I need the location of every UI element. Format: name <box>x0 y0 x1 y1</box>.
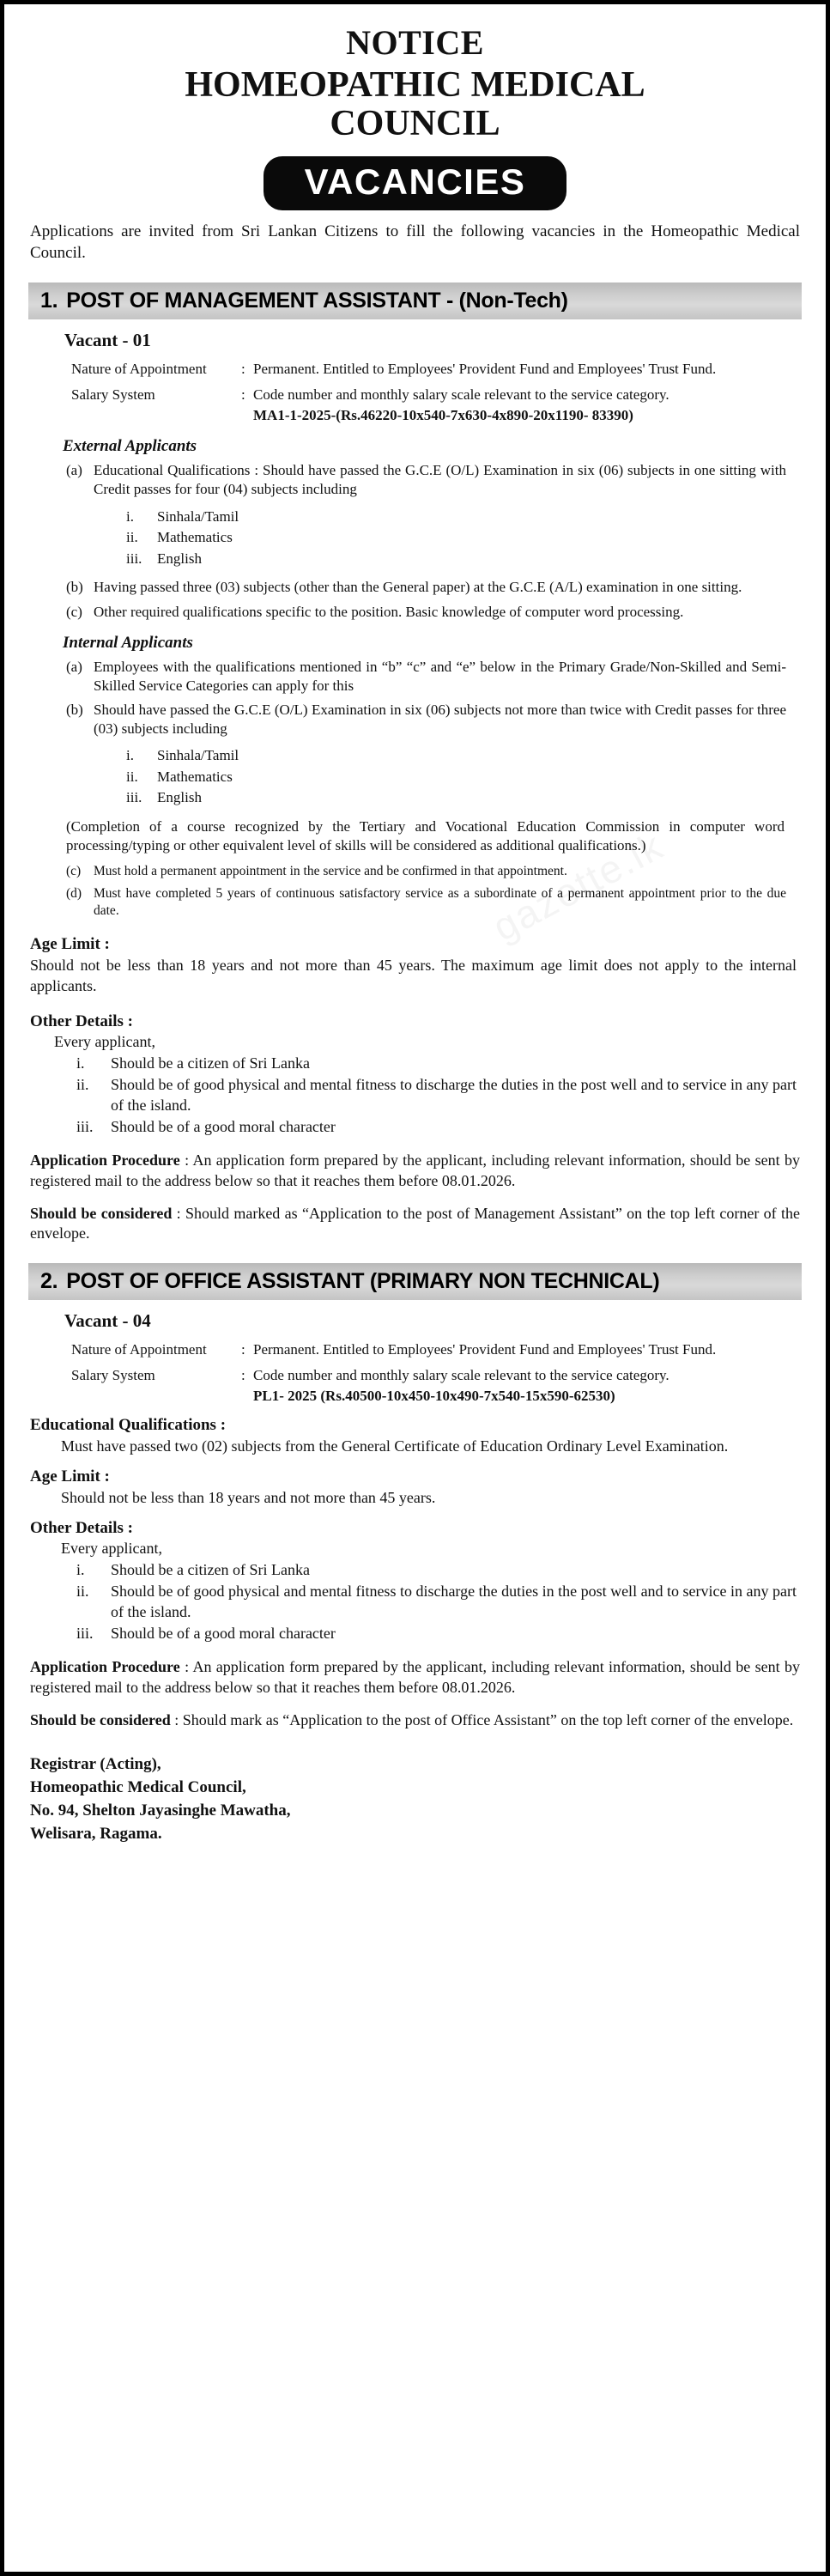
roman-marker: i. <box>76 1054 85 1072</box>
post-1-number: 1. <box>40 289 58 313</box>
procedure-text: : An application form prepared by the applicant, including relevant information, should be sent by registered mail to the address below so that it reaches them before 08.01.2026. <box>30 1658 800 1697</box>
post-1-every-applicant: Every applicant, <box>54 1032 155 1050</box>
colon-separator: : <box>241 1341 245 1358</box>
post-1-nature-label: Nature of Appointment <box>71 361 207 378</box>
roman-marker: ii. <box>76 1583 89 1601</box>
detail-text: Should be of good physical and mental fitness to discharge the duties in the post well and to service in any part of the island. <box>111 1075 797 1114</box>
roman-marker: ii. <box>126 768 138 785</box>
considered-text: : Should mark as “Application to the post of Office Assistant” on the top left corner of the envelope. <box>170 1710 794 1728</box>
post-2-number: 2. <box>40 1269 58 1294</box>
post-2-nature-label: Nature of Appointment <box>71 1341 207 1358</box>
post-2-salary-label: Salary System <box>71 1367 155 1384</box>
list-item <box>126 767 800 788</box>
post-1-salary-label: Salary System <box>71 386 155 404</box>
roman-marker: iii. <box>76 1625 94 1643</box>
list-marker: (a) <box>66 658 82 675</box>
post-2-should-be-considered <box>30 1710 800 1731</box>
subject-label: Mathematics <box>157 768 233 785</box>
post-2-application-procedure <box>30 1657 800 1698</box>
detail-text: Should be of good physical and mental fitness to discharge the duties in the post well and to service in any part of the island. <box>111 1583 797 1621</box>
post-1-external-a <box>30 461 800 499</box>
post-2-every-applicant: Every applicant, <box>61 1539 162 1557</box>
detail-text: Should be of a good moral character <box>111 1625 336 1643</box>
list-text: Employees with the qualifications mentioned in “b” “c” and “e” below in the Primary Grade/Non-Skilled and Semi-Skilled Service Categories can apply for this <box>94 658 786 694</box>
post-2-salary-row <box>30 1366 800 1406</box>
list-item <box>126 745 800 767</box>
post-2-edu-text: Must have passed two (02) subjects from the General Certificate of Education Ordinary Level Examination. <box>61 1437 729 1455</box>
list-text: Should have passed the G.C.E (O/L) Examination in six (06) subjects not more than twice with Credit passes for three (03) subjects including <box>94 701 786 737</box>
procedure-label: Application Procedure <box>30 1658 180 1676</box>
list-marker: (c) <box>66 863 82 878</box>
roman-marker: i. <box>76 1560 85 1578</box>
colon-separator: : <box>241 1367 245 1384</box>
post-2-body <box>28 1310 802 1730</box>
intro-paragraph: Applications are invited from Sri Lankan Citizens to fill the following vacancies in the Homeopathic Medical Council. <box>30 222 800 262</box>
post-1-title: POST OF MANAGEMENT ASSISTANT - (Non-Tech) <box>66 289 568 313</box>
list-item <box>76 1559 800 1580</box>
post-1-external-title: External Applicants <box>63 437 197 456</box>
list-text: Must hold a permanent appointment in the service and be confirmed in that appointment. <box>94 863 567 878</box>
roman-marker: i. <box>126 747 134 764</box>
roman-marker: i. <box>126 507 134 525</box>
post-2-other-details-heading: Other Details : <box>30 1518 133 1537</box>
considered-label: Should be considered <box>30 1710 171 1728</box>
post-2-salary-scale: PL1- 2025 (Rs.40500-10x450-10x490-7x540-15x590-62530) <box>253 1388 615 1405</box>
list-item <box>76 1074 800 1115</box>
list-marker: (c) <box>66 603 82 620</box>
post-1-age-limit-heading: Age Limit : <box>30 935 110 954</box>
post-1-internal-d <box>30 885 800 920</box>
roman-marker: iii. <box>126 550 142 567</box>
subject-label: Sinhala/Tamil <box>157 507 239 525</box>
post-2-edu-heading: Educational Qualifications : <box>30 1416 227 1435</box>
post-2-other-details-list <box>76 1559 800 1643</box>
signoff-city: Welisara, Ragama. <box>30 1824 162 1843</box>
list-item <box>76 1116 800 1137</box>
subject-label: Mathematics <box>157 529 233 546</box>
subject-label: Sinhala/Tamil <box>157 747 239 764</box>
list-item <box>76 1053 800 1073</box>
post-2-salary-value-wrap <box>253 1366 800 1406</box>
list-item <box>76 1581 800 1622</box>
post-1-nature-row <box>30 360 800 379</box>
post-1-vacant: Vacant - 01 <box>64 330 151 351</box>
post-2-vacant: Vacant - 04 <box>64 1310 151 1332</box>
roman-marker: ii. <box>76 1075 89 1093</box>
post-2-nature-row <box>30 1340 800 1359</box>
post-1-external-subjects <box>30 507 800 570</box>
post-2-salary-value: Code number and monthly salary scale relevant to the service category. <box>253 1367 669 1384</box>
detail-text: Should be a citizen of Sri Lanka <box>111 1560 310 1578</box>
post-1-internal-c <box>30 863 800 880</box>
vacancies-badge-wrap <box>28 156 802 210</box>
roman-marker: iii. <box>76 1118 94 1136</box>
subject-label: English <box>157 789 202 806</box>
subject-label: English <box>157 550 202 567</box>
post-1-salary-scale: MA1-1-2025-(Rs.46220-10x540-7x630-4x890-20x1190- 83390) <box>253 407 633 424</box>
list-item <box>126 787 800 809</box>
post-1-should-be-considered <box>30 1204 800 1245</box>
list-item <box>126 507 800 528</box>
post-1-application-procedure <box>30 1151 800 1192</box>
roman-marker: iii. <box>126 789 142 806</box>
post-1-other-details-list <box>76 1053 800 1137</box>
post-2-age-limit-heading: Age Limit : <box>30 1467 110 1486</box>
post-2-nature-value: Permanent. Entitled to Employees' Provident Fund and Employees' Trust Fund. <box>253 1341 717 1358</box>
list-item <box>126 527 800 549</box>
detail-text: Should be of a good moral character <box>111 1118 336 1136</box>
post-1-salary-value: Code number and monthly salary scale relevant to the service category. <box>253 386 669 404</box>
post-1-internal-b <box>30 701 800 738</box>
post-1-internal-note: (Completion of a course recognized by the Tertiary and Vocational Education Commission in computer word processing/typing or other equivalent level of skills will be considered as additional qualifications.) <box>66 817 785 854</box>
roman-marker: ii. <box>126 529 138 546</box>
list-marker: (d) <box>66 885 82 901</box>
masthead <box>28 25 802 210</box>
signoff-council: Homeopathic Medical Council, <box>30 1777 246 1796</box>
post-1-external-b <box>30 578 800 597</box>
considered-label: Should be considered <box>30 1204 173 1222</box>
notice-label: NOTICE <box>346 23 484 62</box>
post-1-internal-title: Internal Applicants <box>63 633 193 652</box>
post-1-internal-a <box>30 658 800 696</box>
signoff-street: No. 94, Shelton Jayasinghe Mawatha, <box>30 1801 291 1820</box>
signoff-registrar: Registrar (Acting), <box>30 1754 161 1773</box>
post-1-salary-value-wrap <box>253 386 800 425</box>
signoff-block <box>30 1753 802 1846</box>
post-2-age-limit-text: Should not be less than 18 years and not more than 45 years. <box>61 1489 436 1507</box>
list-item <box>126 549 800 570</box>
list-text: Other required qualifications specific to the position. Basic knowledge of computer word processing. <box>94 603 684 620</box>
list-text: Having passed three (03) subjects (other than the General paper) at the G.C.E (A/L) examination in one sitting. <box>94 579 742 596</box>
post-2-header <box>28 1263 802 1300</box>
post-1-salary-row <box>30 386 800 425</box>
post-1-age-limit-text: Should not be less than 18 years and not more than 45 years. The maximum age limit does not apply to the internal applicants. <box>30 957 797 994</box>
list-text: Must have completed 5 years of continuous satisfactory service as a subordinate of a permanent appointment prior to the due date. <box>94 885 786 919</box>
list-marker: (b) <box>66 579 83 596</box>
list-marker: (b) <box>66 701 83 718</box>
organization-title: HOMEOPATHIC MEDICAL COUNCIL <box>185 65 645 144</box>
vacancies-badge: VACANCIES <box>264 156 567 210</box>
procedure-label: Application Procedure <box>30 1151 180 1170</box>
considered-text: : Should marked as “Application to the post of Management Assistant” on the top left corner of the envelope. <box>30 1204 800 1242</box>
colon-separator: : <box>241 361 245 378</box>
post-1-external-c <box>30 603 800 622</box>
list-item <box>76 1623 800 1643</box>
list-text: Educational Qualifications : Should have passed the G.C.E (O/L) Examination in six (06) subjects in one sitting with Credit passes for four (04) subjects including <box>94 462 786 498</box>
detail-text: Should be a citizen of Sri Lanka <box>111 1054 310 1072</box>
post-1-header <box>28 283 802 319</box>
list-marker: (a) <box>66 462 82 479</box>
post-1-other-details-heading: Other Details : <box>30 1012 133 1030</box>
post-2-title: POST OF OFFICE ASSISTANT (PRIMARY NON TECHNICAL) <box>66 1269 660 1294</box>
colon-separator: : <box>241 386 245 404</box>
post-1-body <box>28 330 802 1244</box>
procedure-text: : An application form prepared by the applicant, including relevant information, should be sent by registered mail to the address below so that it reaches them before 08.01.2026. <box>30 1151 800 1189</box>
post-1-nature-value: Permanent. Entitled to Employees' Provident Fund and Employees' Trust Fund. <box>253 361 717 378</box>
post-1-internal-subjects <box>30 745 800 809</box>
